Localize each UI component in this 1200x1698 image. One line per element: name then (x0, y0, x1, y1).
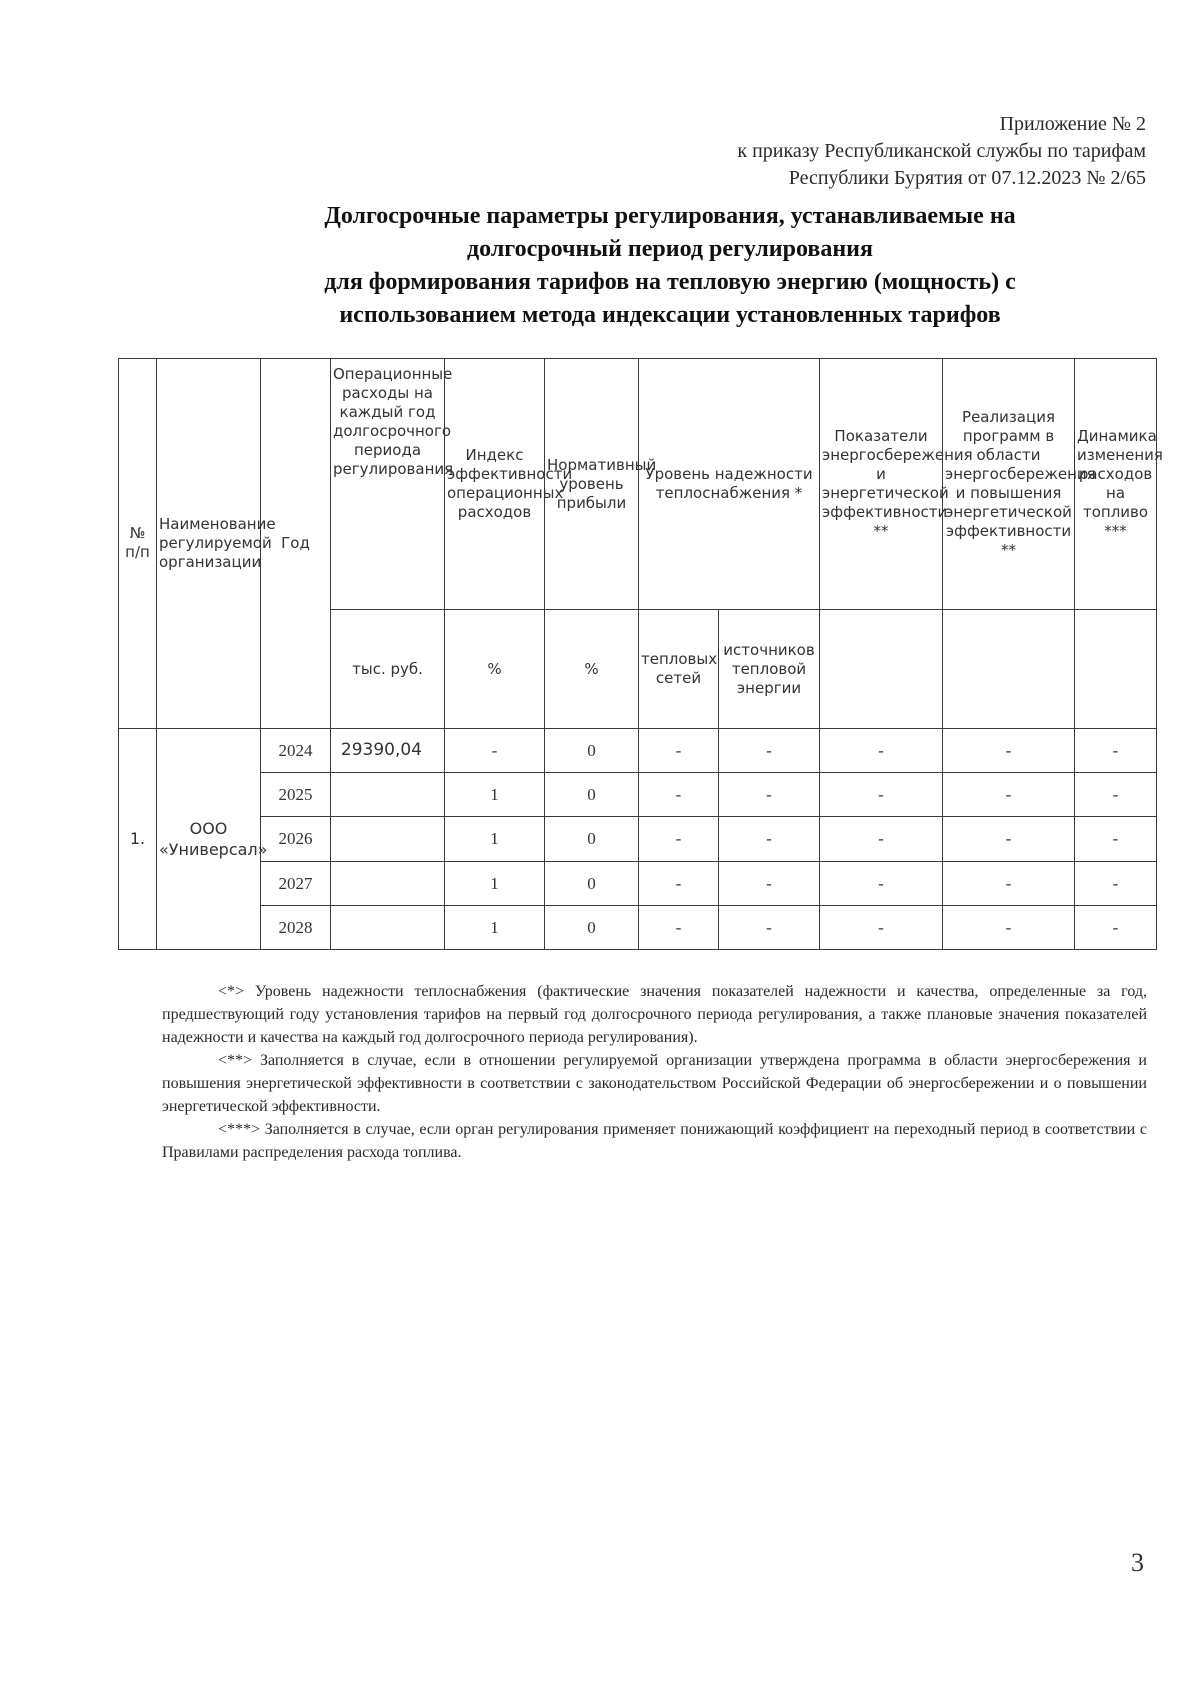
fuel-cell: - (1075, 905, 1157, 949)
opex-cell (331, 861, 445, 905)
networks-cell: - (639, 817, 719, 861)
year-cell: 2028 (261, 905, 331, 949)
title-line-1: Долгосрочные параметры регулирования, устанавливаемые на (324, 203, 1016, 229)
unit-profit-level: % (545, 610, 639, 729)
energy-cell: - (820, 728, 943, 772)
header-num: № п/п (119, 359, 157, 729)
sources-cell: - (719, 728, 820, 772)
header-fuel-dynamics: Динамика изменения расходов на топливо *** (1075, 359, 1157, 610)
header-programs: Реализация программ в области энергосбережения и повышения энергетической эффективности ** (943, 359, 1075, 610)
index-cell: 1 (445, 861, 545, 905)
parameters-table (118, 358, 1163, 950)
fuel-cell: - (1075, 861, 1157, 905)
index-cell: 1 (445, 817, 545, 861)
programs-cell: - (943, 861, 1075, 905)
opex-cell (331, 817, 445, 861)
opex-cell (331, 905, 445, 949)
unit-efficiency-index: % (445, 610, 545, 729)
fuel-cell: - (1075, 728, 1157, 772)
index-cell: 1 (445, 773, 545, 817)
header-energy-saving: Показатели энергосбережения и энергетической эффективности ** (820, 359, 943, 610)
footnote-3: <***> Заполняется в случае, если орган регулирования применяет понижающий коэффициент на переходный период в соответствии с Правилами распределения расхода топлива. (162, 1121, 1147, 1161)
title-line-4: использованием метода индексации установленных тарифов (339, 302, 1001, 328)
org-number: 1. (119, 728, 157, 949)
unit-heat-networks: тепловых сетей (639, 610, 719, 729)
title-line-3: для формирования тарифов на тепловую энергию (мощность) с (324, 269, 1016, 295)
unit-opex: тыс. руб. (331, 610, 445, 729)
programs-cell: - (943, 773, 1075, 817)
networks-cell: - (639, 773, 719, 817)
fuel-cell: - (1075, 773, 1157, 817)
header-reliability: Уровень надежности теплоснабжения * (639, 359, 820, 610)
footnote-2: <**> Заполняется в случае, если в отношении регулируемой организации утверждена программа в области энергосбережения и повышения энергетической эффективности в соответствии с законодательством Российской Федерации об энергосбережении и о повышении энергетической эффективности. (162, 1052, 1147, 1115)
header-org-name: Наименование регулируемой организации (157, 359, 261, 729)
appendix-line-3: Республики Бурятия от 07.12.2023 № 2/65 (788, 167, 1146, 189)
sources-cell: - (719, 905, 820, 949)
appendix-line-2: к приказу Республиканской службы по тарифам (737, 140, 1146, 162)
index-cell: - (445, 728, 545, 772)
year-cell: 2027 (261, 861, 331, 905)
sources-cell: - (719, 817, 820, 861)
header-profit-level: Нормативный уровень прибыли (545, 359, 639, 610)
document-title (150, 200, 1190, 332)
footnote-1: <*> Уровень надежности теплоснабжения (фактические значения показателей надежности и качества, определенные за год, предшествующий году установления тарифов на первый год долгосрочного периода регулирования, а также плановые значения показателей надежности и качества на каждый год долгосрочного периода регулирования). (162, 983, 1147, 1046)
year-cell: 2025 (261, 773, 331, 817)
page-number: 3 (1131, 1548, 1144, 1577)
header-year: Год (261, 359, 331, 729)
title-line-2: долгосрочный период регулирования (467, 236, 873, 262)
programs-cell: - (943, 817, 1075, 861)
header-row (119, 359, 1157, 610)
energy-cell: - (820, 861, 943, 905)
energy-cell: - (820, 905, 943, 949)
energy-cell: - (820, 773, 943, 817)
table-row (119, 773, 1157, 817)
programs-cell: - (943, 905, 1075, 949)
profit-cell: 0 (545, 773, 639, 817)
header-efficiency-index: Индекс эффективности операционных расходов (445, 359, 545, 610)
networks-cell: - (639, 728, 719, 772)
profit-cell: 0 (545, 728, 639, 772)
year-cell: 2024 (261, 728, 331, 772)
footnotes (162, 980, 1147, 1164)
org-name: ООО «Универсал» (157, 728, 261, 949)
unit-heat-sources: источников тепловой энергии (719, 610, 820, 729)
unit-energy-saving-empty (820, 610, 943, 729)
table-row (119, 861, 1157, 905)
opex-cell: 29390,04 (331, 728, 445, 772)
networks-cell: - (639, 861, 719, 905)
index-cell: 1 (445, 905, 545, 949)
opex-cell (331, 773, 445, 817)
year-cell: 2026 (261, 817, 331, 861)
profit-cell: 0 (545, 817, 639, 861)
unit-fuel-empty (1075, 610, 1157, 729)
appendix-header (737, 111, 1146, 192)
fuel-cell: - (1075, 817, 1157, 861)
table-row (119, 817, 1157, 861)
sources-cell: - (719, 773, 820, 817)
networks-cell: - (639, 905, 719, 949)
sources-cell: - (719, 861, 820, 905)
energy-cell: - (820, 817, 943, 861)
table-row (119, 905, 1157, 949)
header-opex: Операционные расходы на каждый год долгосрочного периода регулирования (331, 359, 445, 610)
profit-cell: 0 (545, 861, 639, 905)
appendix-line-1: Приложение № 2 (999, 113, 1146, 135)
programs-cell: - (943, 728, 1075, 772)
unit-programs-empty (943, 610, 1075, 729)
profit-cell: 0 (545, 905, 639, 949)
table-row (119, 728, 1157, 772)
